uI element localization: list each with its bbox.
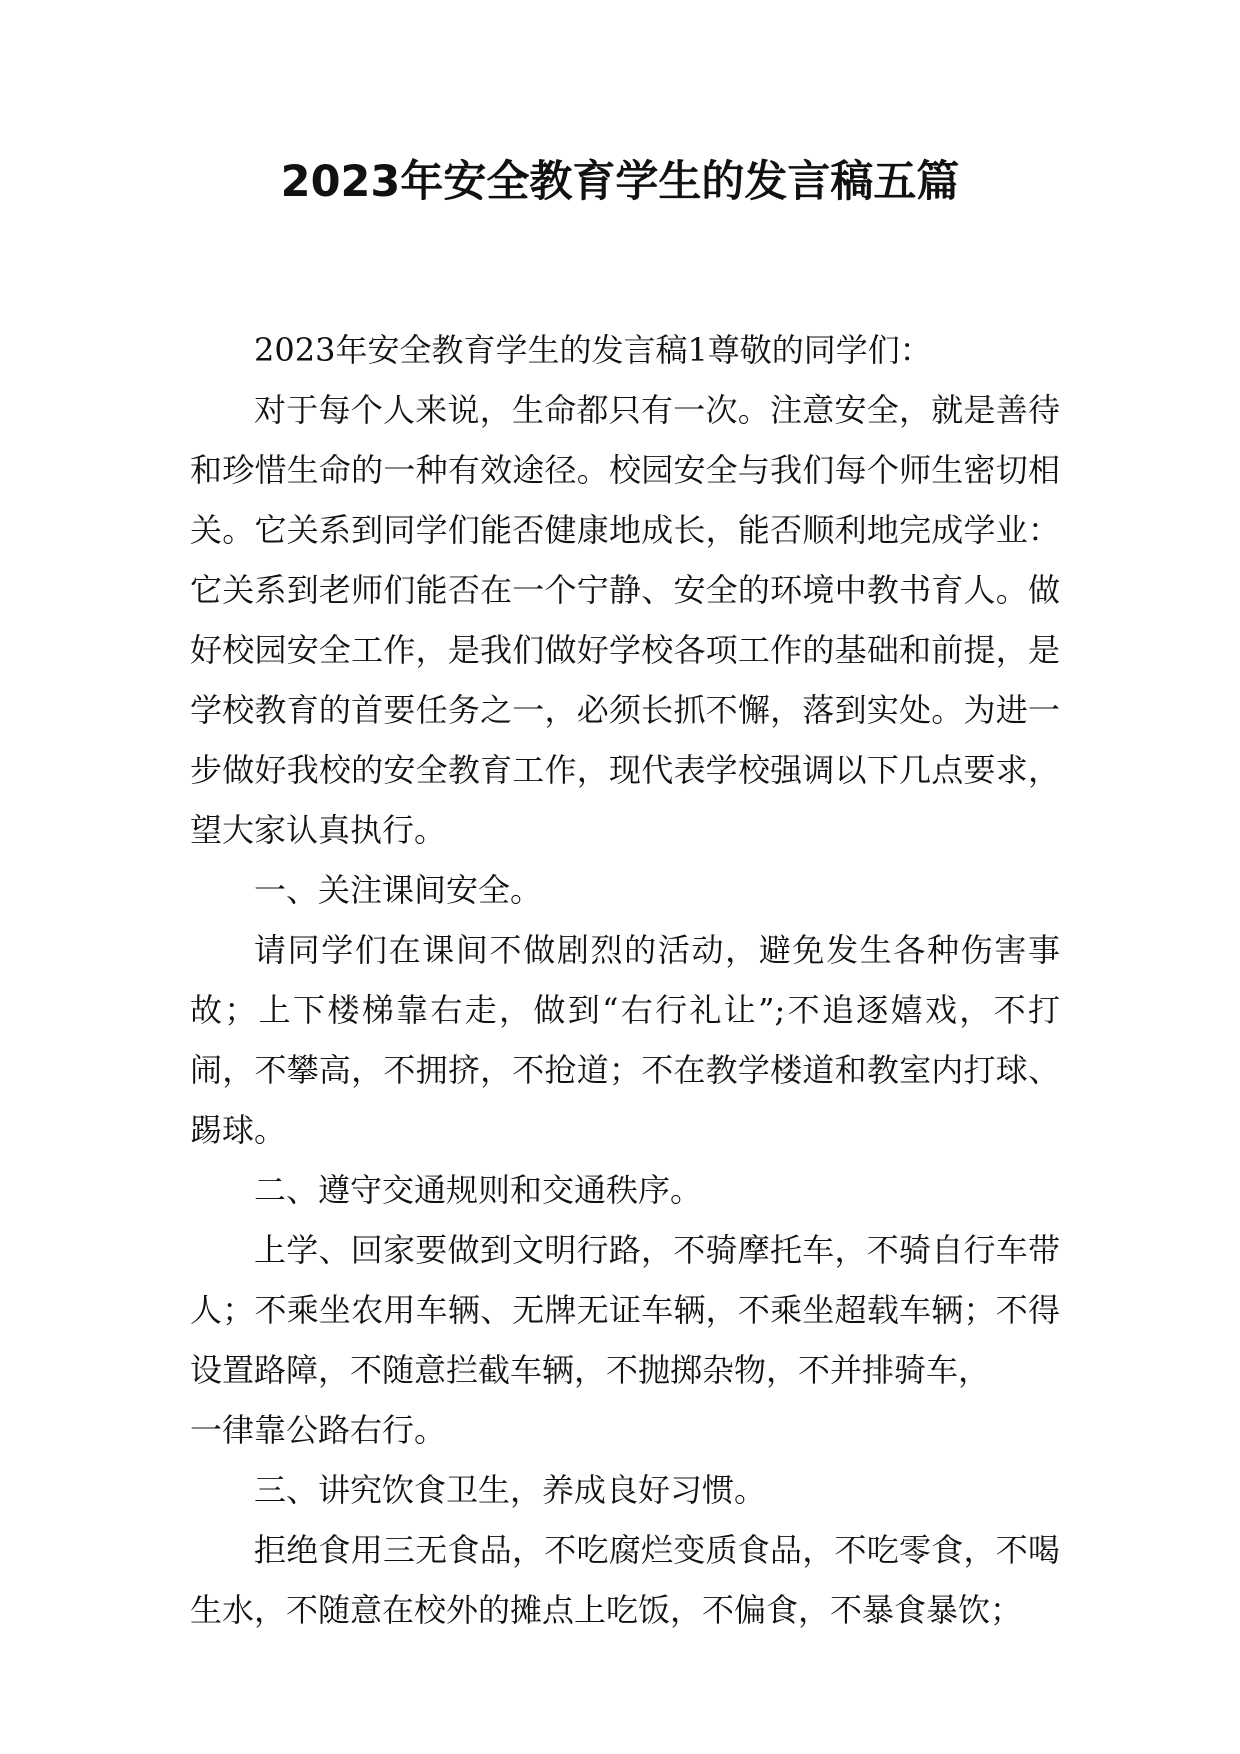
document-body (190, 320, 1060, 1640)
document-title: 2023年安全教育学生的发言稿五篇 (280, 157, 960, 207)
paragraph-section-2-continued: 一律靠公路右行。 (190, 1411, 447, 1449)
section-heading-2: 二、遵守交通规则和交通秩序。 (254, 1171, 703, 1209)
section-heading-1: 一、关注课间安全。 (254, 871, 543, 909)
paragraph-section-3: 拒绝食用三无食品，不吃腐烂变质食品，不吃零食，不喝生水，不随意在校外的摊点上吃饭，不偏食，不暴食暴饮； (190, 1531, 1060, 1629)
paragraph-section-1: 请同学们在课间不做剧烈的活动，避免发生各种伤害事故；上下楼梯靠右走，做到“右行礼让”;不追逐嬉戏，不打闹，不攀高，不拥挤，不抢道；不在教学楼道和教室内打球、踢球。 (190, 931, 1060, 1149)
paragraph-section-2: 上学、回家要做到文明行路，不骑摩托车，不骑自行车带人；不乘坐农用车辆、无牌无证车辆，不乘坐超载车辆；不得设置路障，不随意拦截车辆，不抛掷杂物，不并排骑车， (190, 1231, 1060, 1389)
section-heading-3: 三、讲究饮食卫生，养成良好习惯。 (254, 1471, 767, 1509)
paragraph-greeting: 2023年安全教育学生的发言稿1尊敬的同学们： (254, 331, 932, 369)
paragraph-intro: 对于每个人来说，生命都只有一次。注意安全，就是善待和珍惜生命的一种有效途径。校园安全与我们每个师生密切相关。它关系到同学们能否健康地成长，能否顺利地完成学业：它关系到老师们能否在一个宁静、安全的环境中教书育人。做好校园安全工作，是我们做好学校各项工作的基础和前提，是学校教育的首要任务之一，必须长抓不懈，落到实处。为进一步做好我校的安全教育工作，现代表学校强调以下几点要求，望大家认真执行。 (190, 391, 1060, 849)
